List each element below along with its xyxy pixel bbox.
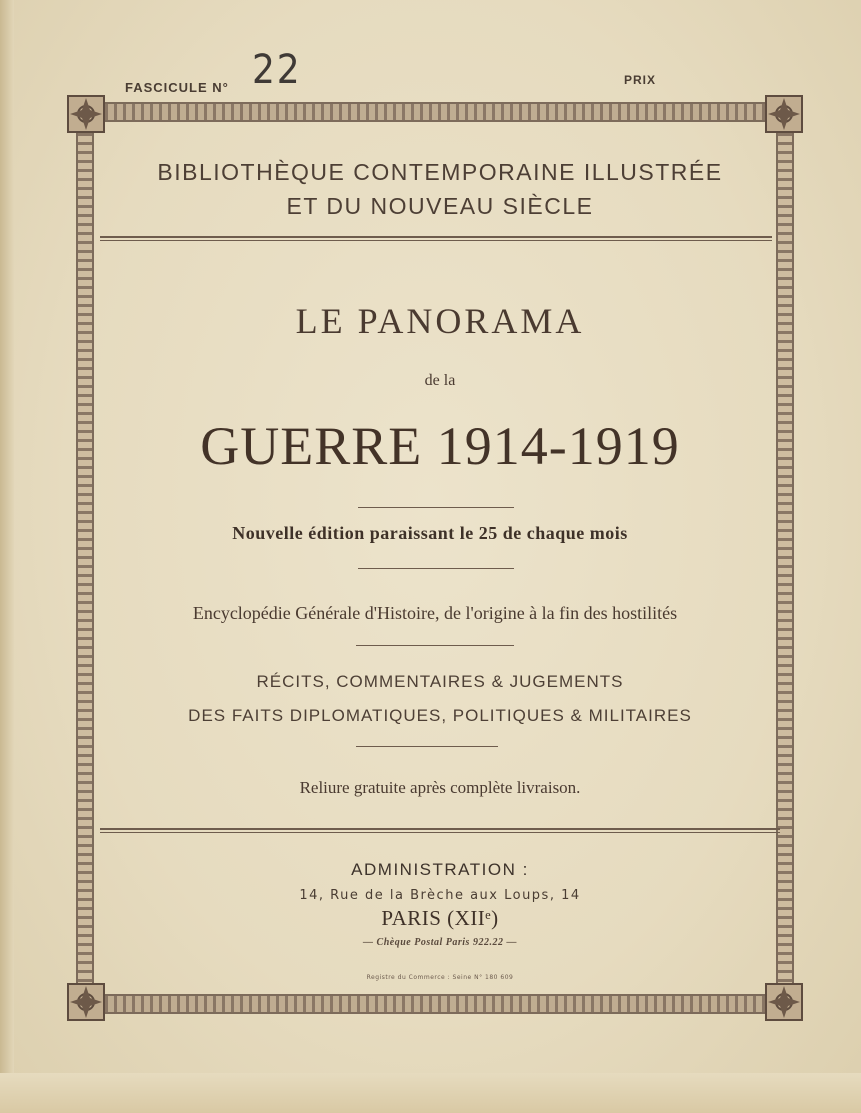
paper-bottom-edge <box>0 1073 861 1113</box>
binding-note: Reliure gratuite après complète livraison. <box>299 778 581 797</box>
edition-rule <box>358 568 514 569</box>
fleuron-corner-icon <box>66 982 106 1022</box>
encyclopedia-line: Encyclopédie Générale d'Histoire, de l'origine à la fin des hostilités <box>192 603 678 623</box>
frame-top-border <box>96 102 774 122</box>
fleuron-corner-icon <box>764 94 804 134</box>
series-title <box>100 155 780 223</box>
ornamental-frame <box>66 94 804 1022</box>
paper-left-edge <box>0 0 14 1113</box>
title-rule <box>358 507 514 508</box>
lower-double-rule <box>100 828 780 833</box>
recits-rule <box>356 746 498 747</box>
edition-note: Nouvelle édition paraissant le 25 de chaque mois <box>232 523 628 543</box>
recits-block <box>100 665 780 733</box>
frame-left-border <box>76 124 94 992</box>
price-label: PRIX <box>624 73 657 87</box>
fleuron-corner-icon <box>66 94 106 134</box>
fascicule-number: 22 <box>252 47 302 93</box>
administration-title: ADMINISTRATION : <box>351 860 529 879</box>
recits-line1: RÉCITS, COMMENTAIRES & JUGEMENTS <box>256 672 624 691</box>
administration-address: 14, Rue de la Brèche aux Loups, 14 <box>299 888 581 903</box>
encyclopedia-rule <box>356 645 514 646</box>
series-title-line1: BIBLIOTHÈQUE CONTEMPORAINE ILLUSTRÉE <box>157 159 723 185</box>
fleuron-corner-icon <box>764 982 804 1022</box>
administration-city: PARIS (XIIᵉ) <box>381 906 499 930</box>
war-title: GUERRE 1914-1919 <box>200 416 680 476</box>
main-title: LE PANORAMA <box>295 301 585 341</box>
commerce-registry: Registre du Commerce : Seine N° 180 609 <box>366 974 514 981</box>
upper-double-rule <box>100 236 772 241</box>
series-title-line2: ET DU NOUVEAU SIÈCLE <box>286 193 594 219</box>
title-connector: de la <box>424 372 456 389</box>
recits-line2: DES FAITS DIPLOMATIQUES, POLITIQUES & MILITAIRES <box>188 706 692 725</box>
frame-bottom-border <box>96 994 774 1014</box>
fascicule-label: FASCICULE N° <box>125 80 229 95</box>
postal-cheque: — Chèque Postal Paris 922.22 — <box>363 937 517 948</box>
